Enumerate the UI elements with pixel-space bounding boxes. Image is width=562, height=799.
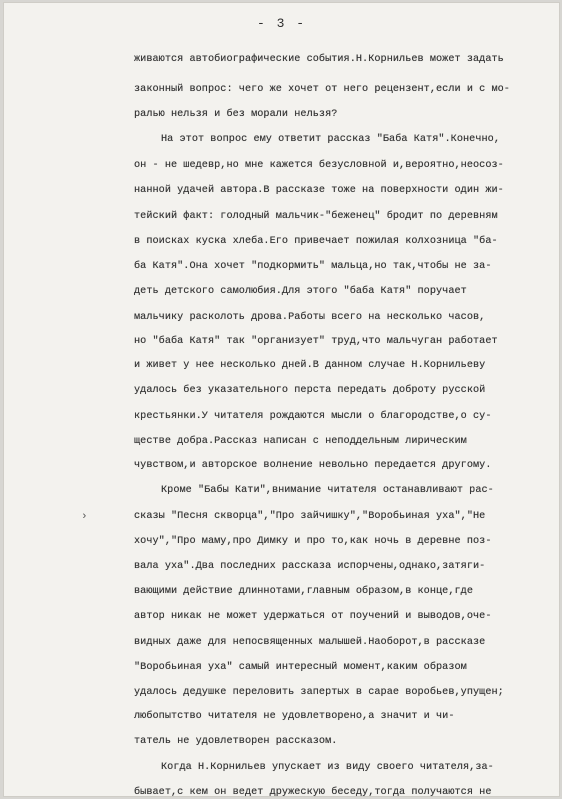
text-line: татель не удовлетворен рассказом.	[134, 736, 338, 748]
text-line: На этот вопрос ему ответит рассказ "Баба Катя".Конечно,	[161, 134, 500, 146]
typewritten-page	[3, 2, 560, 797]
text-line: вающими действие длиннотами,главным образом,в конце,где	[134, 586, 473, 598]
text-line: и живет у нее несколько дней.В данном случае Н.Корнильеву	[134, 360, 486, 372]
text-line: но "баба Катя" так "организует" труд,что мальчуган работает	[134, 335, 498, 347]
text-line: чувством,и авторское волнение невольно передается другому.	[134, 460, 492, 472]
text-line: тейский факт: голодный мальчик-"беженец" бродит по деревням	[134, 210, 498, 222]
text-line: "Воробьиная уха" самый интересный момент,каким образом	[134, 661, 467, 673]
text-line: ба Катя".Она хочет "подкормить" мальца,но так,чтобы не за-	[134, 261, 492, 273]
text-line: мальчику расколоть дрова.Работы всего на несколько часов,	[134, 311, 486, 323]
page-number: - 3 -	[256, 16, 306, 31]
text-line: в поисках куска хлеба.Его привечает пожилая колхозница "ба-	[134, 236, 498, 247]
body-text	[3, 2, 560, 797]
text-line: хочу","Про маму,про Димку и про то,как ночь в деревне поз-	[134, 535, 492, 547]
text-line: крестьянки.У читателя рождаются мысли о благородстве,о су-	[134, 410, 492, 422]
margin-pencil-mark: ›	[81, 511, 88, 523]
text-line: законный вопрос: чего же хочет от него рецензент,если и с мо-	[134, 83, 510, 95]
text-line: Когда Н.Корнильев упускает из виду своего читателя,за-	[161, 761, 494, 773]
text-line: деть детского самолюбия.Для этого "баба Катя" поручает	[134, 286, 467, 298]
text-line: удалось дедушке переловить запертых в сарае воробьев,упущен;	[134, 686, 504, 698]
text-line: удалось без указательного перста передать доброту русской	[134, 385, 486, 397]
text-line: Кроме "Бабы Кати",внимание читателя останавливают рас-	[161, 485, 494, 497]
text-line: он - не шедевр,но мне кажется безусловной и,вероятно,неосоз-	[134, 160, 504, 172]
text-line: автор никак не может удержаться от поучений и выводов,оче-	[134, 611, 492, 623]
text-line: любопытство читателя не удовлетворено,а значит и чи-	[134, 711, 455, 723]
text-line: ралью нельзя и без морали нельзя?	[134, 109, 338, 121]
text-line: живаются автобиографические события.Н.Корнильев может задать	[134, 54, 504, 66]
text-line: видных даже для непосвященных малышей.Наоборот,в рассказе	[134, 636, 486, 648]
text-line: вала уха".Два последних рассказа испорчены,однако,затяги-	[134, 560, 486, 572]
text-line: нанной удачей автора.В рассказе тоже на поверхности один жи-	[134, 184, 504, 196]
text-line: бывает,с кем он ведет дружескую беседу,тогда получаются не	[134, 786, 492, 798]
text-line: ществе добра.Рассказ написан с неподдельным лирическим	[134, 435, 467, 447]
text-line: сказы "Песня скворца","Про зайчишку","Воробьиная уха","Не	[134, 510, 486, 522]
